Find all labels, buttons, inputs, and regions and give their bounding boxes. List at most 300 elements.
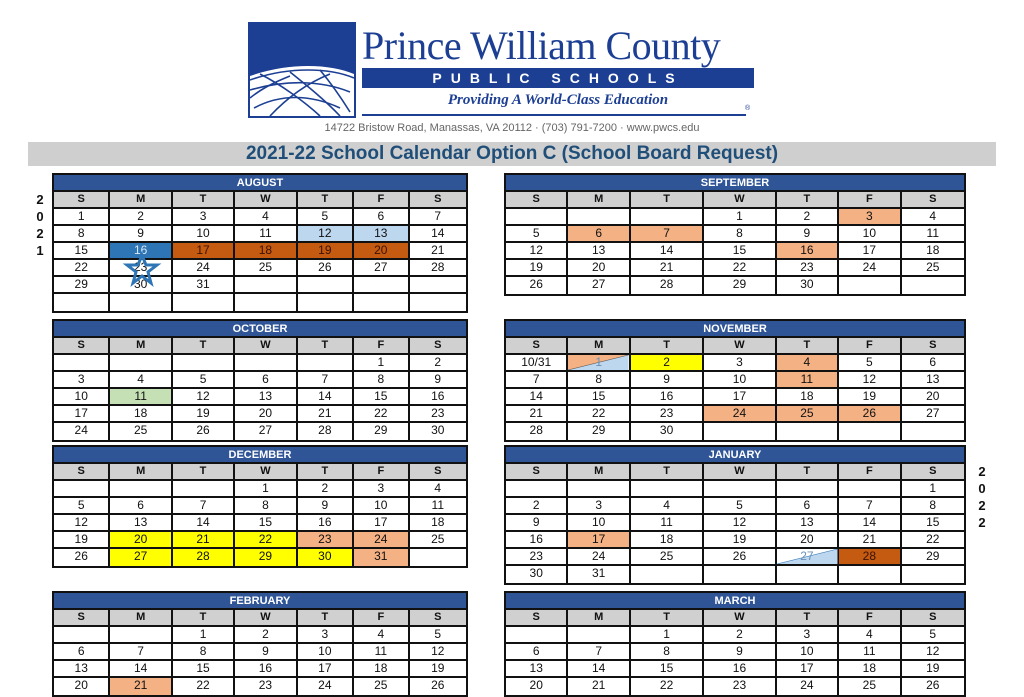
day-cell [410, 260, 466, 275]
empty-cell [568, 627, 630, 642]
day-cell [173, 209, 235, 224]
day-cell [410, 423, 466, 440]
month-december [52, 445, 468, 568]
day-cell [410, 661, 466, 676]
day-number: 5 [865, 355, 873, 369]
day-cell [631, 423, 704, 440]
day-cell [777, 515, 839, 530]
day-cell [410, 644, 466, 659]
day-number: 23 [732, 678, 747, 692]
day-number: 5 [736, 498, 743, 512]
day-cell [235, 498, 297, 513]
day-number: 5 [321, 209, 329, 223]
weekday-header: S [410, 338, 466, 353]
day-cell [354, 678, 409, 695]
day-number: 19 [196, 406, 210, 420]
day-cell [568, 498, 630, 513]
empty-cell [839, 481, 901, 496]
day-cell [410, 498, 466, 513]
weekday-header: W [235, 464, 297, 479]
empty-cell [354, 277, 409, 292]
weekday-header: T [173, 192, 235, 207]
day-number: 20 [592, 260, 606, 274]
day-cell [568, 406, 630, 421]
day-cell [777, 209, 839, 224]
day-number: 4 [137, 372, 144, 386]
day-cell [631, 661, 704, 676]
day-cell [110, 226, 172, 241]
day-cell [173, 678, 235, 695]
day-cell [902, 498, 964, 513]
day-cell [235, 226, 297, 241]
day-number: 8 [262, 498, 269, 512]
month-title: SEPTEMBER [506, 175, 964, 192]
day-number: 23 [529, 549, 543, 563]
day-number: 27 [592, 277, 606, 291]
day-cell [173, 406, 235, 421]
day-number: 11 [800, 372, 814, 386]
day-number: 2 [803, 209, 811, 223]
week-row [54, 627, 466, 644]
day-number: 20 [800, 532, 814, 546]
day-number: 11 [863, 644, 876, 658]
day-cell [54, 661, 110, 676]
day-number: 14 [529, 389, 543, 403]
day-number: 22 [659, 678, 674, 692]
empty-cell [902, 277, 964, 294]
day-cell [54, 515, 110, 530]
day-cell [506, 532, 568, 547]
weekday-header-row [54, 192, 466, 209]
day-cell [173, 661, 235, 676]
day-cell [506, 260, 568, 275]
day-number: 16 [258, 661, 273, 675]
day-cell [902, 355, 964, 370]
day-cell [54, 678, 110, 695]
day-cell [506, 423, 568, 440]
weekday-header: S [902, 192, 964, 207]
day-number: 13 [926, 372, 940, 386]
day-number: 24 [592, 549, 606, 563]
week-row [54, 644, 466, 661]
weekday-header: S [902, 610, 964, 625]
weekday-header: W [235, 338, 297, 353]
day-number: 5 [77, 498, 85, 512]
weekday-header: W [704, 464, 776, 479]
day-cell [777, 644, 839, 659]
day-cell [902, 406, 964, 421]
day-number: 17 [592, 532, 606, 546]
day-number: 3 [736, 355, 743, 369]
weekday-header: S [54, 338, 110, 353]
day-number: 3 [865, 209, 873, 223]
day-number: 2 [434, 355, 442, 369]
day-cell [410, 243, 466, 258]
day-number: 9 [532, 515, 540, 529]
day-cell [298, 678, 354, 695]
day-cell [54, 372, 110, 387]
week-row [506, 481, 964, 498]
empty-cell [173, 355, 235, 370]
day-cell [354, 498, 409, 513]
day-cell [506, 243, 568, 258]
day-cell [235, 644, 297, 659]
day-number: 26 [318, 260, 332, 274]
weekday-header-row [506, 338, 964, 355]
day-number: 10 [196, 226, 210, 240]
week-row [54, 372, 466, 389]
address-line: 14722 Bristow Road, Manassas, VA 20112 · (703) 791-7200 · www.pwcs.edu [324, 122, 700, 134]
day-number: 10/31 [521, 355, 552, 369]
day-cell [298, 515, 354, 530]
day-cell [506, 277, 568, 294]
day-number: 18 [133, 406, 148, 420]
empty-cell [777, 481, 839, 496]
day-number: 9 [434, 372, 442, 386]
day-cell [235, 661, 297, 676]
weekday-header: T [631, 192, 704, 207]
day-number: 4 [929, 209, 937, 223]
day-number: 20 [74, 678, 88, 692]
empty-cell [631, 209, 704, 224]
day-number: 4 [377, 627, 385, 641]
month-august [52, 173, 468, 313]
week-row [506, 372, 964, 389]
empty-cell [110, 627, 172, 642]
day-number: 24 [196, 260, 210, 274]
day-cell [235, 532, 297, 547]
day-number: 23 [431, 406, 445, 420]
weekday-header: S [506, 192, 568, 207]
month-september [504, 173, 966, 296]
day-number: 10 [374, 498, 388, 512]
day-number: 10 [318, 644, 332, 658]
day-number: 16 [133, 243, 148, 257]
day-cell [410, 627, 466, 642]
empty-cell [173, 294, 235, 311]
day-number: 8 [77, 226, 85, 240]
day-number: 21 [862, 532, 876, 546]
day-number: 19 [862, 389, 876, 403]
day-number: 22 [74, 260, 88, 274]
day-number: 21 [133, 678, 148, 692]
empty-cell [173, 481, 235, 496]
day-cell [298, 661, 354, 676]
day-number: 17 [318, 661, 332, 675]
empty-cell [902, 566, 964, 583]
weekday-header: T [173, 338, 235, 353]
day-cell [568, 389, 630, 404]
day-number: 12 [529, 243, 543, 257]
day-cell [54, 260, 110, 275]
day-number: 12 [926, 644, 940, 658]
empty-cell [568, 481, 630, 496]
day-cell [839, 678, 901, 695]
day-cell [631, 406, 704, 421]
week-row [506, 355, 964, 372]
day-number: 2 [532, 498, 540, 512]
day-cell [777, 549, 839, 564]
day-cell [110, 549, 172, 566]
day-number: 12 [431, 644, 445, 658]
weekday-header: T [173, 464, 235, 479]
week-row [506, 515, 964, 532]
weekday-header-row [54, 464, 466, 481]
weekday-header: S [902, 464, 964, 479]
day-number: 17 [74, 406, 88, 420]
day-number: 10 [592, 515, 606, 529]
day-cell [173, 226, 235, 241]
day-number: 6 [803, 498, 811, 512]
day-number: 22 [732, 260, 747, 274]
weekday-header: F [354, 464, 409, 479]
day-number: 3 [595, 498, 603, 512]
day-cell [235, 209, 297, 224]
day-number: 27 [374, 260, 388, 274]
star-icon [126, 254, 158, 288]
day-cell [839, 532, 901, 547]
day-number: 25 [862, 678, 876, 692]
day-cell [354, 515, 409, 530]
day-cell [902, 515, 964, 530]
day-cell [902, 549, 964, 564]
weekday-header: T [173, 610, 235, 625]
day-cell [506, 644, 568, 659]
week-row [54, 389, 466, 406]
day-cell [839, 515, 901, 530]
day-cell [839, 209, 901, 224]
day-number: 31 [196, 277, 210, 291]
month-march [504, 591, 966, 697]
day-cell [173, 277, 235, 292]
logo-divider [362, 114, 746, 116]
day-number: 11 [374, 644, 388, 658]
registered-mark: ® [745, 105, 751, 112]
tagline: Providing A World-Class Education [447, 92, 669, 108]
day-cell [298, 627, 354, 642]
day-cell [506, 678, 568, 695]
day-cell [506, 406, 568, 421]
day-number: 12 [318, 226, 332, 240]
day-cell [54, 226, 110, 241]
empty-cell [410, 294, 466, 311]
day-cell [631, 549, 704, 564]
empty-cell [506, 627, 568, 642]
month-title: OCTOBER [54, 321, 466, 338]
day-cell [235, 481, 297, 496]
day-number: 8 [929, 498, 937, 512]
day-number: 19 [318, 243, 332, 257]
day-number: 27 [258, 423, 273, 437]
day-number: 15 [659, 661, 674, 675]
day-cell [777, 226, 839, 241]
week-row [54, 209, 466, 226]
day-number: 22 [196, 678, 210, 692]
day-number: 28 [431, 260, 445, 274]
pwcs-logo [248, 22, 758, 120]
day-cell [410, 515, 466, 530]
day-number: 5 [199, 372, 207, 386]
day-cell [354, 355, 409, 370]
week-row [506, 260, 964, 277]
day-cell [568, 532, 630, 547]
weekday-header-row [506, 192, 964, 209]
day-number: 25 [926, 260, 940, 274]
day-cell [631, 372, 704, 387]
day-cell [902, 644, 964, 659]
weekday-header: S [54, 464, 110, 479]
weekday-header: S [54, 192, 110, 207]
day-cell [354, 481, 409, 496]
day-cell [298, 549, 354, 566]
day-number: 14 [431, 226, 445, 240]
weekday-header: M [568, 464, 630, 479]
week-row [54, 260, 466, 277]
day-cell [54, 549, 110, 566]
day-cell [298, 372, 354, 387]
globe-logo-icon [248, 22, 356, 118]
day-number: 1 [736, 209, 743, 223]
day-number: 11 [431, 498, 444, 512]
empty-cell [902, 423, 964, 440]
empty-cell [704, 423, 776, 440]
day-cell [354, 389, 409, 404]
weekday-header: S [410, 464, 466, 479]
day-cell [704, 498, 776, 513]
day-cell [410, 209, 466, 224]
month-october [52, 319, 468, 442]
day-cell [110, 678, 172, 695]
day-cell [704, 355, 776, 370]
day-cell [173, 515, 235, 530]
day-cell [839, 389, 901, 404]
day-number: 27 [800, 549, 814, 563]
day-number: 21 [318, 406, 332, 420]
day-cell [235, 423, 297, 440]
day-number: 3 [199, 209, 207, 223]
page-title: 2021-22 School Calendar Option C (School Board Request) [245, 143, 779, 164]
day-cell [839, 498, 901, 513]
weekday-header: S [506, 610, 568, 625]
day-number: 16 [732, 661, 747, 675]
week-row [506, 423, 964, 440]
day-cell [704, 209, 776, 224]
day-cell [54, 389, 110, 404]
empty-cell [54, 355, 110, 370]
day-number: 1 [199, 627, 207, 641]
week-row [506, 644, 964, 661]
day-cell [298, 498, 354, 513]
week-row [506, 243, 964, 260]
day-cell [777, 498, 839, 513]
day-cell [631, 355, 704, 370]
day-number: 20 [529, 678, 543, 692]
week-row [54, 294, 466, 311]
day-cell [902, 260, 964, 275]
day-cell [902, 678, 964, 695]
day-cell [354, 209, 409, 224]
day-cell [902, 209, 964, 224]
empty-cell [568, 209, 630, 224]
day-number: 15 [74, 243, 88, 257]
month-title: AUGUST [54, 175, 466, 192]
day-number: 8 [663, 644, 670, 658]
day-cell [902, 372, 964, 387]
day-number: 19 [74, 532, 88, 546]
month-february [52, 591, 468, 697]
day-number: 7 [595, 644, 603, 658]
week-row [54, 243, 466, 260]
empty-cell [410, 277, 466, 292]
day-cell [902, 532, 964, 547]
day-number: 13 [258, 389, 273, 403]
day-cell [568, 226, 630, 241]
day-number: 24 [732, 406, 747, 420]
day-cell [235, 515, 297, 530]
day-cell [110, 423, 172, 440]
day-cell [110, 498, 172, 513]
day-cell [110, 209, 172, 224]
day-number: 28 [659, 277, 674, 291]
day-cell [631, 260, 704, 275]
weekday-header: W [704, 192, 776, 207]
week-row [54, 532, 466, 549]
day-number: 28 [318, 423, 332, 437]
day-number: 19 [431, 661, 445, 675]
week-row [506, 498, 964, 515]
day-cell [704, 549, 776, 564]
day-number: 1 [262, 481, 269, 495]
day-number: 25 [374, 678, 388, 692]
weekday-header: T [631, 464, 704, 479]
day-number: 10 [74, 389, 88, 403]
day-number: 16 [529, 532, 543, 546]
day-number: 7 [199, 498, 207, 512]
day-cell [54, 406, 110, 421]
day-cell [298, 423, 354, 440]
day-number: 18 [926, 243, 940, 257]
day-number: 12 [862, 372, 876, 386]
week-row [54, 661, 466, 678]
day-number: 1 [595, 355, 603, 369]
week-row [54, 515, 466, 532]
day-number: 21 [659, 260, 674, 274]
day-number: 9 [803, 226, 811, 240]
day-cell [54, 209, 110, 224]
day-number: 11 [926, 226, 939, 240]
day-number: 17 [732, 389, 747, 403]
year-digit: 2 [36, 192, 44, 207]
day-number: 8 [595, 372, 603, 386]
day-cell [110, 515, 172, 530]
day-cell [235, 243, 297, 258]
day-cell [704, 406, 776, 421]
day-number: 31 [374, 549, 388, 563]
day-number: 7 [532, 372, 540, 386]
day-cell [839, 260, 901, 275]
day-cell [235, 678, 297, 695]
day-cell [110, 532, 172, 547]
day-cell [777, 260, 839, 275]
day-number: 21 [431, 243, 445, 257]
day-cell [110, 406, 172, 421]
year-digit: 0 [36, 209, 44, 224]
day-number: 3 [321, 627, 329, 641]
day-cell [704, 661, 776, 676]
day-number: 12 [732, 515, 747, 529]
day-cell [410, 406, 466, 421]
weekday-header: S [410, 610, 466, 625]
